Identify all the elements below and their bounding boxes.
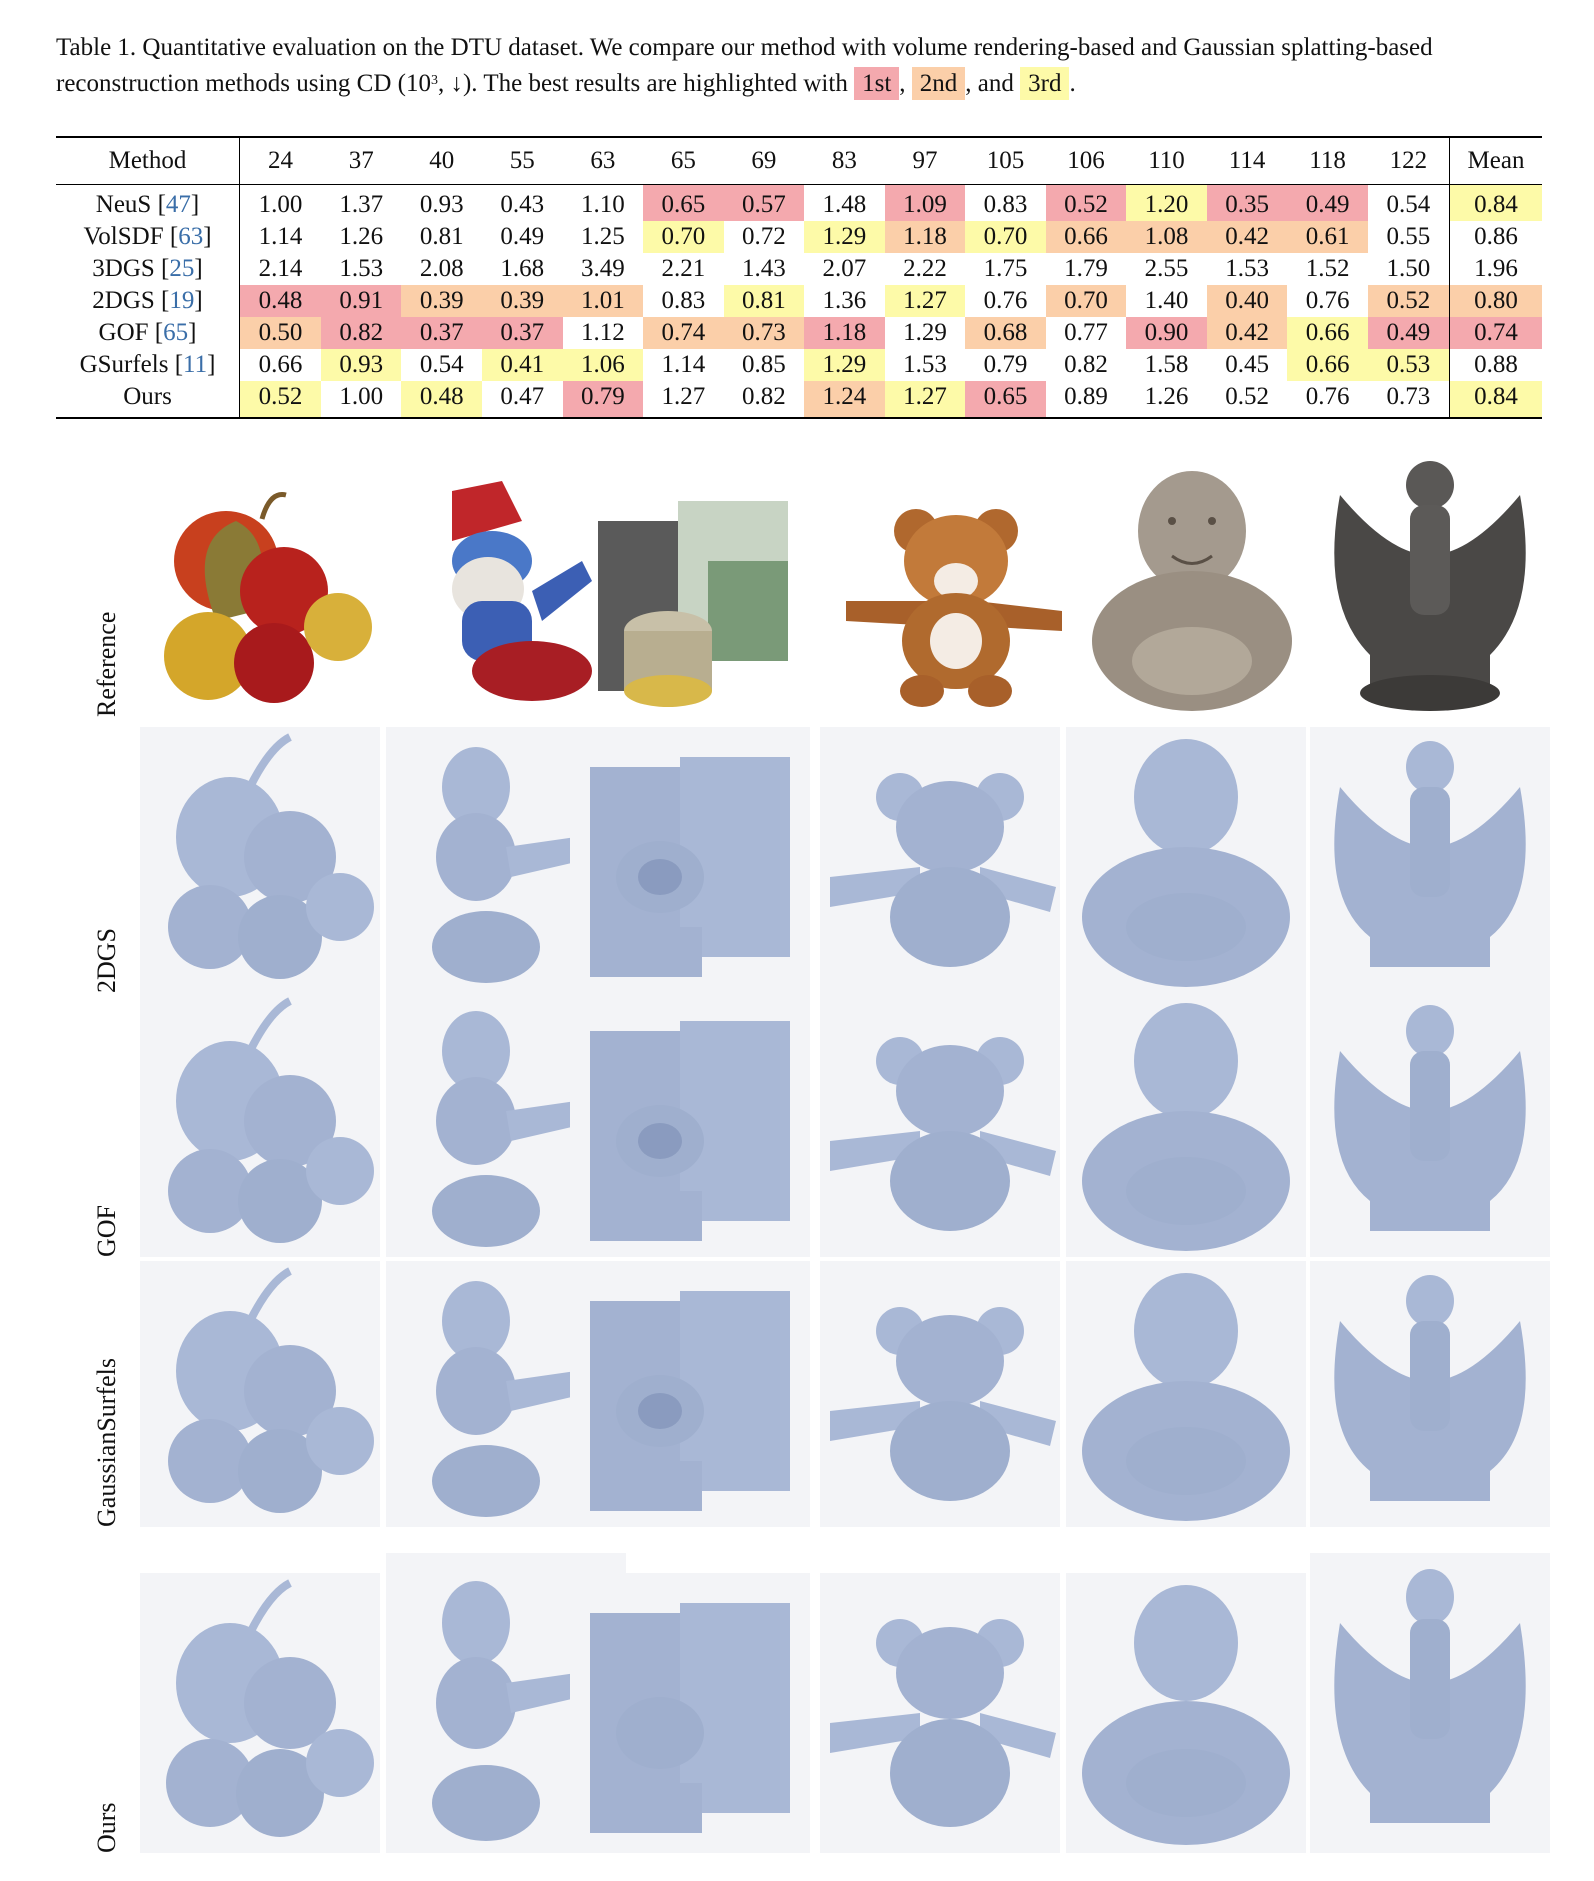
score-cell: 0.65 [965,381,1046,418]
score-cell: 0.55 [1386,223,1431,250]
ours-teddy-mesh [820,1573,1060,1853]
results-table [56,136,1542,419]
gsurfels-teddy-mesh [820,1261,1060,1527]
2dgs-buddha-mesh [1066,727,1306,993]
gsurfels-fruits-mesh [140,1261,380,1527]
figure-row-reference [92,455,1500,717]
figure-row-gof [92,991,1500,1257]
score-cell: 1.36 [822,287,867,314]
header-scan: 122 [1368,137,1450,185]
score-cell: 0.52 [240,381,321,418]
score-cell: 0.52 [1046,185,1127,222]
mean-cell: 0.88 [1450,349,1543,381]
score-cell: 0.39 [482,285,563,317]
header-scan: 110 [1126,137,1207,185]
score-cell: 0.43 [500,191,545,218]
score-cell: 1.68 [500,255,545,282]
score-cell: 1.29 [903,319,947,346]
2dgs-angel-mesh [1310,727,1550,993]
score-cell: 1.00 [258,191,303,218]
2dgs-teddy-mesh [820,727,1060,993]
score-cell: 0.66 [1287,349,1368,381]
score-cell: 0.35 [1207,185,1288,222]
mean-cell: 0.80 [1450,285,1543,317]
score-cell: 1.20 [1126,185,1207,222]
table-row [56,221,1542,253]
method-name: NeuS [47] [56,185,240,222]
score-cell: 0.68 [965,317,1046,349]
score-cell: 0.49 [500,223,545,250]
score-cell: 1.14 [258,223,303,250]
mean-cell: 0.74 [1450,317,1543,349]
row-label-gaussiansurfels: GaussianSurfels [92,1358,121,1527]
citation-link[interactable]: 65 [163,319,189,346]
legend-first: 1st [854,67,899,100]
table-row [56,185,1542,222]
table-caption [56,30,1546,102]
score-cell: 1.53 [1225,255,1269,282]
score-cell: 1.40 [1144,287,1189,314]
table-row [56,253,1542,285]
score-cell: 0.70 [965,221,1046,253]
figure-row-ours [92,1553,1500,1853]
row-label-2dgs: 2DGS [92,927,121,993]
header-scan: 83 [804,137,885,185]
ours-fruits-mesh [140,1573,380,1853]
score-cell: 0.45 [1225,351,1269,378]
legend-third: 3rd [1020,67,1069,100]
score-cell: 1.08 [1126,221,1207,253]
score-cell: 0.66 [1046,221,1127,253]
method-label: GSurfels [79,351,169,378]
citation-link[interactable]: 63 [178,223,204,250]
score-cell: 1.48 [822,191,867,218]
method-name: 3DGS [25] [56,253,240,285]
header-scan: 105 [965,137,1046,185]
caption-text: Table 1. Quantitative evaluation on the DTU dataset. We compare our method with volume rendering-based and Gaussian splatting-based reconstruction methods using CD (10 [56,34,1433,97]
score-cell: 0.76 [1305,287,1350,314]
2dgs-fruits-mesh [140,727,380,993]
table-header-row [56,137,1542,185]
score-cell: 1.01 [563,285,644,317]
score-cell: 0.47 [500,383,545,410]
score-cell: 0.93 [321,349,402,381]
citation-link[interactable]: 19 [169,287,195,314]
table-row [56,317,1542,349]
mean-cell: 0.84 [1450,185,1543,222]
score-cell: 1.24 [804,381,885,418]
score-cell: 0.82 [1064,351,1108,378]
score-cell: 0.52 [1368,285,1450,317]
score-cell: 1.29 [804,349,885,381]
score-cell: 0.54 [1386,191,1431,218]
method-name: VolSDF [63] [56,221,240,253]
score-cell: 0.40 [1207,285,1288,317]
score-cell: 1.29 [804,221,885,253]
gof-cans-mesh [570,991,810,1257]
method-name: GSurfels [11] [56,349,240,381]
score-cell: 0.57 [724,185,805,222]
mean-cell: 1.96 [1450,253,1543,285]
score-cell: 1.50 [1386,255,1431,282]
score-cell: 1.52 [1305,255,1350,282]
table-row [56,381,1542,418]
score-cell: 1.18 [804,317,885,349]
gsurfels-cans-mesh [570,1261,810,1527]
score-cell: 0.76 [983,287,1028,314]
gsurfels-angel-mesh [1310,1261,1550,1527]
score-cell: 0.70 [643,221,724,253]
header-scan: 24 [240,137,321,185]
score-cell: 1.37 [339,191,384,218]
score-cell: 0.37 [482,317,563,349]
score-cell: 0.77 [1064,319,1108,346]
score-cell: 2.07 [822,255,867,282]
score-cell: 1.25 [580,223,625,250]
mean-cell: 0.84 [1450,381,1543,418]
score-cell: 0.90 [1126,317,1207,349]
citation-link[interactable]: 11 [183,351,208,378]
score-cell: 0.85 [742,351,786,378]
method-label: 3DGS [92,255,155,282]
score-cell: 0.39 [401,285,482,317]
score-cell: 0.73 [724,317,805,349]
method-label: Ours [123,383,172,410]
score-cell: 0.66 [1287,317,1368,349]
score-cell: 1.27 [885,285,966,317]
score-cell: 0.76 [1305,383,1350,410]
header-scan: 65 [643,137,724,185]
score-cell: 1.26 [339,223,384,250]
ours-buddha-mesh [1066,1573,1306,1853]
score-cell: 0.91 [321,285,402,317]
header-scan: 114 [1207,137,1288,185]
row-label-reference: Reference [92,611,121,717]
header-scan: 69 [724,137,805,185]
score-cell: 1.09 [885,185,966,222]
citation-link[interactable]: 47 [165,191,191,218]
header-scan: 106 [1046,137,1127,185]
score-cell: 0.73 [1386,383,1431,410]
method-name [56,381,240,418]
reference-cans-image [578,481,818,713]
score-cell: 0.79 [983,351,1028,378]
figure-row-gaussiansurfels [92,1261,1500,1527]
ours-angel-mesh [1310,1553,1550,1853]
score-cell: 0.81 [419,223,464,250]
score-cell: 0.93 [419,191,464,218]
method-label: VolSDF [83,223,164,250]
score-cell: 1.00 [339,383,384,410]
caption-sep: , [899,70,906,97]
table-row [56,285,1542,317]
ours-cans-mesh [570,1573,810,1853]
header-scan: 63 [563,137,644,185]
header-scan: 55 [482,137,563,185]
score-cell: 1.27 [661,383,706,410]
score-cell: 1.58 [1144,351,1189,378]
gof-angel-mesh [1310,991,1550,1257]
caption-exponent: 3 [430,73,438,88]
table-row [56,349,1542,381]
score-cell: 0.37 [401,317,482,349]
header-mean: Mean [1450,137,1543,185]
score-cell: 2.22 [903,255,947,282]
caption-and: , and [965,70,1014,97]
header-method: Method [56,137,240,185]
header-scan: 37 [321,137,402,185]
score-cell: 0.83 [983,191,1028,218]
reference-buddha-image [1072,461,1312,713]
reference-teddy-image [826,481,1066,713]
score-cell: 0.50 [240,317,321,349]
score-cell: 1.53 [339,255,384,282]
caption-text-2: , ↓). The best results are highlighted with [437,70,848,97]
score-cell: 0.82 [321,317,402,349]
caption-end: . [1069,70,1076,97]
legend-second: 2nd [912,67,966,100]
method-label: NeuS [95,191,152,218]
score-cell: 0.48 [401,381,482,418]
score-cell: 0.53 [1368,349,1450,381]
score-cell: 1.12 [580,319,625,346]
gof-buddha-mesh [1066,991,1306,1257]
score-cell: 0.70 [1046,285,1127,317]
score-cell: 1.75 [983,255,1028,282]
score-cell: 2.08 [419,255,464,282]
method-name: 2DGS [19] [56,285,240,317]
score-cell: 1.53 [903,351,947,378]
reference-fruits-image [146,481,386,713]
score-cell: 3.49 [580,255,625,282]
score-cell: 0.42 [1207,317,1288,349]
score-cell: 1.27 [885,381,966,418]
header-scan: 40 [401,137,482,185]
score-cell: 1.06 [563,349,644,381]
score-cell: 1.26 [1144,383,1189,410]
figure-row-2dgs [92,727,1500,993]
score-cell: 1.43 [742,255,786,282]
score-cell: 0.49 [1287,185,1368,222]
score-cell: 1.10 [580,191,625,218]
header-scan: 118 [1287,137,1368,185]
score-cell: 0.74 [643,317,724,349]
score-cell: 0.49 [1368,317,1450,349]
score-cell: 0.79 [563,381,644,418]
score-cell: 2.55 [1144,255,1189,282]
score-cell: 1.14 [661,351,706,378]
gof-teddy-mesh [820,991,1060,1257]
score-cell: 0.41 [482,349,563,381]
score-cell: 0.52 [1225,383,1269,410]
score-cell: 0.72 [742,223,786,250]
gof-fruits-mesh [140,991,380,1257]
score-cell: 2.14 [258,255,303,282]
row-label-ours: Ours [92,1802,121,1853]
score-cell: 0.89 [1064,383,1108,410]
score-cell: 1.79 [1064,255,1108,282]
method-name: GOF [65] [56,317,240,349]
method-label: GOF [98,319,149,346]
gsurfels-buddha-mesh [1066,1261,1306,1527]
header-scan: 97 [885,137,966,185]
score-cell: 0.65 [643,185,724,222]
score-cell: 1.18 [885,221,966,253]
score-cell: 0.61 [1287,221,1368,253]
2dgs-cans-mesh [570,727,810,993]
score-cell: 2.21 [661,255,706,282]
table-body [56,185,1542,419]
citation-link[interactable]: 25 [169,255,195,282]
score-cell: 0.48 [240,285,321,317]
score-cell: 0.54 [419,351,464,378]
score-cell: 0.42 [1207,221,1288,253]
mean-cell: 0.86 [1450,221,1543,253]
score-cell: 0.81 [724,285,805,317]
method-label: 2DGS [92,287,155,314]
score-cell: 0.66 [258,351,303,378]
row-label-gof: GOF [92,1204,121,1257]
score-cell: 0.83 [661,287,706,314]
reference-angel-image [1310,455,1550,717]
score-cell: 0.82 [742,383,786,410]
